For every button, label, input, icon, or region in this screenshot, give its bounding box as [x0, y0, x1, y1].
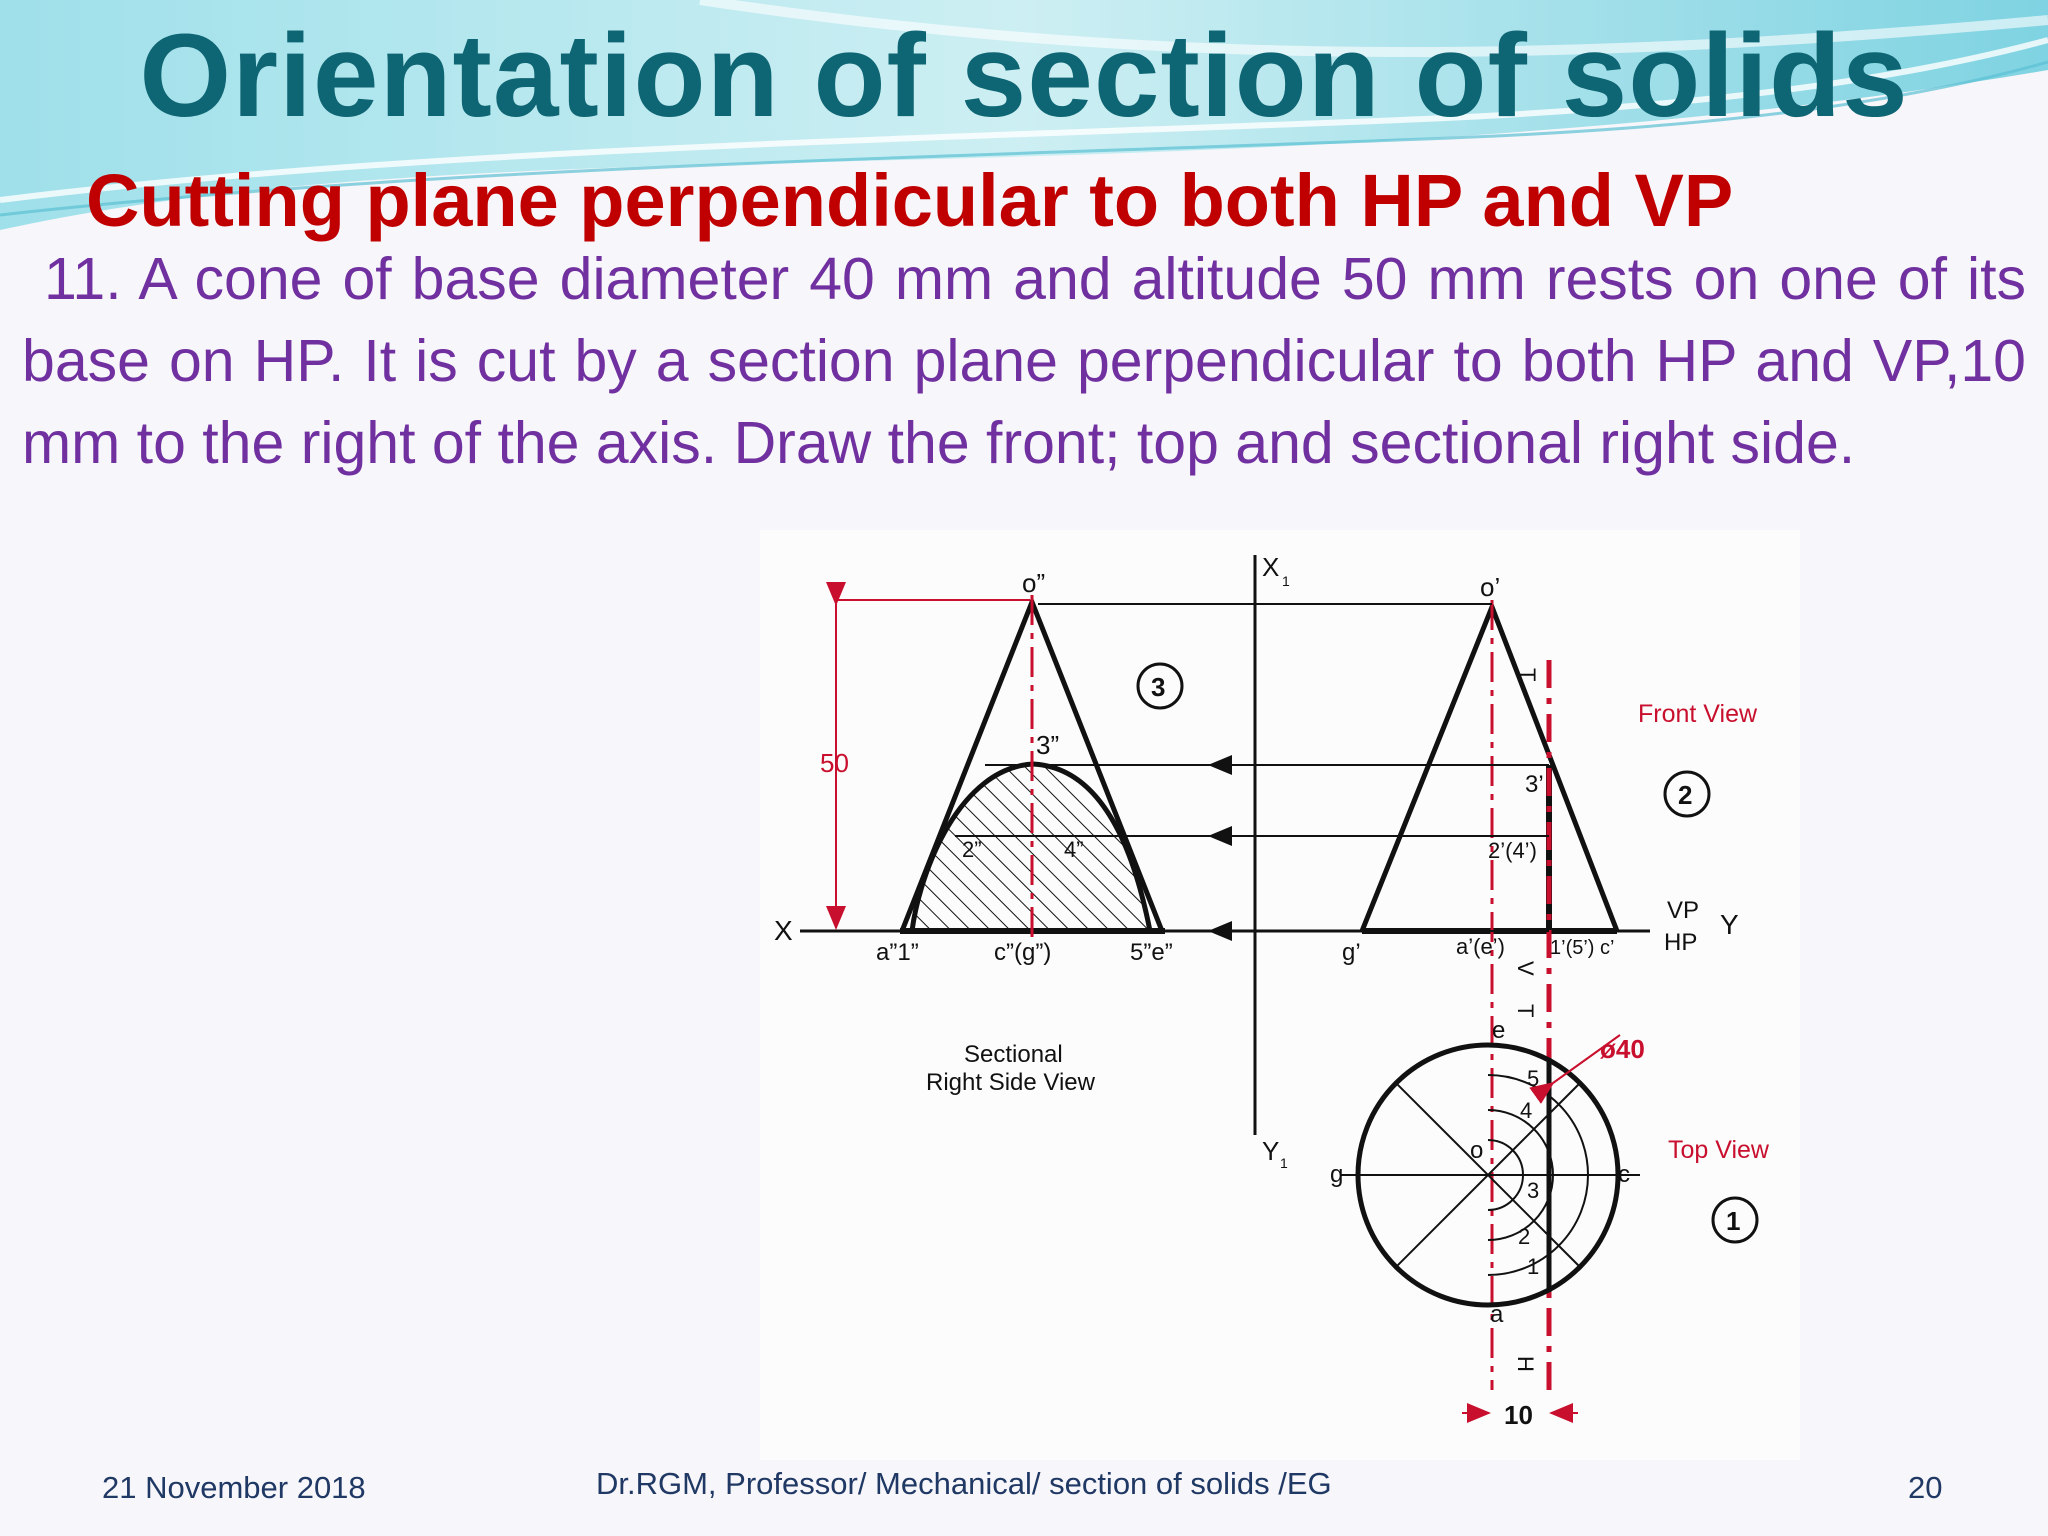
label-x: X — [774, 915, 793, 946]
label-right-side-view: Right Side View — [926, 1069, 1095, 1096]
label-vp: VP — [1667, 897, 1700, 924]
label-dim-10: 10 — [1504, 1400, 1533, 1430]
circle-number-2: 2 — [1678, 780, 1693, 810]
label-top-view: Top View — [1668, 1136, 1769, 1164]
label-y1: Y — [1262, 1136, 1280, 1166]
label-o-prime: o’ — [1480, 572, 1501, 602]
slide-subtitle: Cutting plane perpendicular to both HP and VP — [86, 159, 1734, 242]
footer-page-number: 20 — [1908, 1470, 1943, 1505]
label-a1: a”1” — [876, 939, 919, 966]
top-view — [1340, 1035, 1640, 1413]
label-1-5-c-prime: 1’(5’) c’ — [1550, 937, 1615, 959]
label-a: a — [1490, 1301, 1504, 1328]
label-point-5: 5 — [1527, 1066, 1540, 1091]
label-c: c — [1618, 1161, 1630, 1188]
label-point-2: 2 — [1518, 1224, 1531, 1249]
label-sectional: Sectional — [964, 1041, 1063, 1068]
label-4-double-prime: 4” — [1064, 837, 1084, 862]
footer-date: 21 November 2018 — [102, 1470, 366, 1505]
label-x1: X — [1262, 552, 1280, 582]
label-dim-50: 50 — [820, 748, 849, 778]
label-3-prime: 3’ — [1525, 771, 1544, 798]
label-v-cut: V — [1513, 961, 1538, 976]
label-o-double-prime: o” — [1022, 568, 1046, 598]
label-cg: c”(g”) — [994, 939, 1052, 966]
label-x1-sub: 1 — [1282, 573, 1290, 589]
label-2-double-prime: 2” — [962, 837, 982, 862]
label-3-double-prime: 3” — [1036, 730, 1060, 760]
label-a-e-prime: a’(e’) — [1456, 934, 1505, 959]
problem-text: 11. A cone of base diameter 40 mm and altitude 50 mm rests on one of its base on HP. It is cut by a section plane perpendicular to both HP and VP,10 mm to the right of the axis. Draw the front; top and sectional right side. — [22, 246, 2026, 476]
label-g: g — [1330, 1161, 1344, 1188]
label-diameter-40: ø40 — [1600, 1034, 1645, 1064]
label-point-3: 3 — [1527, 1178, 1540, 1203]
label-e: e — [1492, 1017, 1506, 1044]
label-2-4-prime: 2’(4’) — [1488, 838, 1537, 863]
label-y1-sub: 1 — [1280, 1155, 1288, 1171]
label-h-cut: H — [1513, 1356, 1538, 1372]
label-point-4: 4 — [1520, 1098, 1533, 1123]
sectional-side-view — [835, 595, 1165, 940]
label-y: Y — [1720, 909, 1739, 940]
label-g-prime: g’ — [1342, 939, 1361, 966]
label-o: o — [1470, 1137, 1484, 1164]
label-t-cut: T — [1513, 1004, 1538, 1018]
label-hp: HP — [1664, 929, 1698, 956]
circle-number-3: 3 — [1151, 672, 1166, 702]
label-front-view: Front View — [1638, 700, 1758, 728]
footer-author: Dr.RGM, Professor/ Mechanical/ section of solids /EG — [596, 1466, 1332, 1501]
label-point-1: 1 — [1527, 1254, 1540, 1279]
circle-number-1: 1 — [1726, 1206, 1741, 1236]
slide-title: Orientation of section of solids — [139, 10, 1909, 142]
label-5e: 5”e” — [1130, 939, 1173, 966]
label-t-cut-upper: T — [1515, 668, 1540, 682]
